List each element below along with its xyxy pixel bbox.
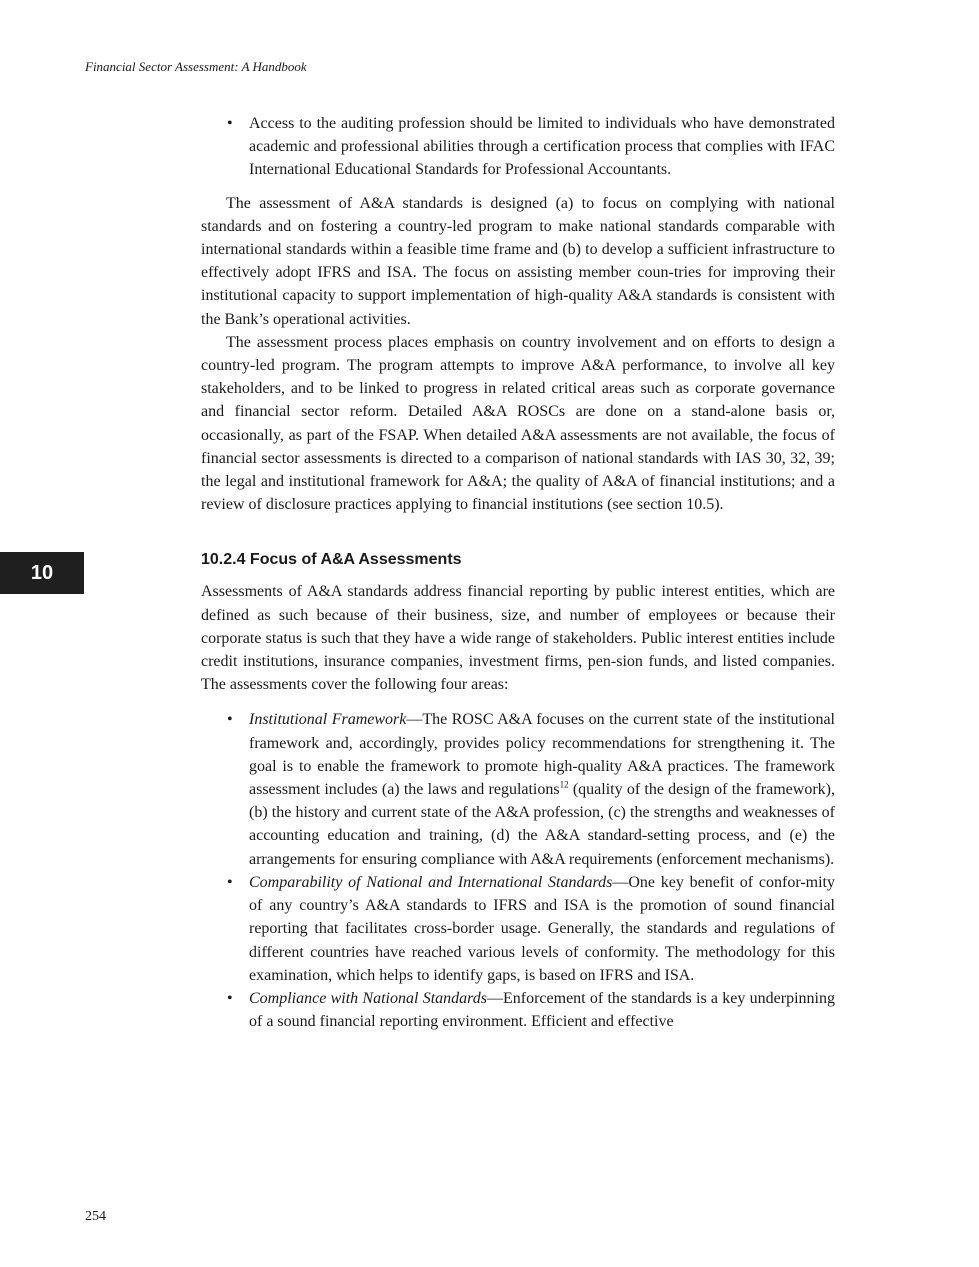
list-item — [227, 708, 835, 870]
list-item-text: —Enforcement of the standards is a key underpinning of a sound financial reporting environment. Efficient and effective — [249, 989, 835, 1031]
list-item-term: Comparability of National and International Standards — [249, 873, 613, 891]
page-body — [201, 112, 835, 1033]
list-item-term: Institutional Framework — [249, 711, 407, 729]
paragraph: The assessment process places emphasis on country involvement and on efforts to design a country-led program. The program attempts to improve A&A performance, to involve all key stakeholders, and to be linked to progress in related critical areas such as corporate governance and financial sector reform. Detailed A&A ROSCs are done on a stand-alone basis or, occasionally, as part of the FSAP. When detailed A&A assessments are not available, the focus of financial sector assessments is directed to a comparison of national standards with IAS 30, 32, 39; the legal and institutional framework for A&A; the quality of A&A of financial institutions; and a review of disclosure practices applying to financial institutions (see section 10.5). — [201, 333, 835, 514]
list-item-text: Access to the auditing profession should be limited to individuals who have demonstrated academic and professional abilities through a certification process that complies with IFAC International Educational Standards for Professional Accountants. — [249, 115, 835, 179]
chapter-number: 10 — [30, 561, 54, 584]
bullet-icon: • — [227, 873, 233, 891]
bullet-icon: • — [227, 989, 233, 1007]
running-head: Financial Sector Assessment: A Handbook — [85, 59, 307, 74]
list-item-text: (quality of the design of the framework), (b) the history and current state of the A&A profession, (c) the strengths and weaknesses of accounting education and training, (d) the A&A standard-setting process, and (e) the arrangements for ensuring compliance with A&A requirements (enforcement mechanisms). — [249, 781, 835, 868]
list-item — [227, 112, 835, 182]
list-item — [227, 987, 835, 1033]
bullet-icon: • — [227, 115, 233, 132]
chapter-tab — [0, 552, 84, 594]
page-number: 254 — [85, 1209, 106, 1224]
bullet-list-top — [201, 112, 835, 182]
bullet-icon: • — [227, 711, 233, 729]
section-heading: 10.2.4 Focus of A&A Assessments — [201, 551, 462, 569]
list-item-text: —The ROSC A&A focuses on the current state of the institutional framework and, accordingly, provides policy recommendations for strengthening it. The goal is to enable the framework to promote high-quality A&A practices. The framework assessment includes (a) the laws and regulations — [249, 711, 835, 799]
list-item — [227, 871, 836, 987]
bullet-list-areas — [201, 708, 835, 1033]
list-item-term: Compliance with National Standards — [249, 989, 487, 1007]
footnote-marker: 12 — [559, 779, 569, 790]
paragraph: The assessment of A&A standards is designed (a) to focus on complying with national standards and on fostering a country-led program to make national standards comparable with international standards within a feasible time frame and (b) to develop a sufficient infrastructure to effectively adopt IFRS and ISA. The focus on assisting member coun-tries for improving their institutional capacity to support implementation of high-quality A&A standards is consistent with the Bank’s operational activities. — [201, 194, 835, 328]
list-item-text: —One key benefit of confor-mity of any country’s A&A standards to IFRS and ISA is the promotion of sound financial reporting that facilitates cross-border usage. Generally, the standards and regulations of different countries have reached various levels of conformity. The methodology for this examination, which helps to identify gaps, is based on IFRS and ISA. — [249, 873, 836, 984]
paragraph: Assessments of A&A standards address financial reporting by public interest entities, which are defined as such because of their business, size, and number of employees or because their corporate status is such that they have a wide range of stakeholders. Public interest entities include credit institutions, insurance companies, investment firms, pen-sion funds, and listed companies. The assessments cover the following four areas: — [201, 583, 835, 694]
